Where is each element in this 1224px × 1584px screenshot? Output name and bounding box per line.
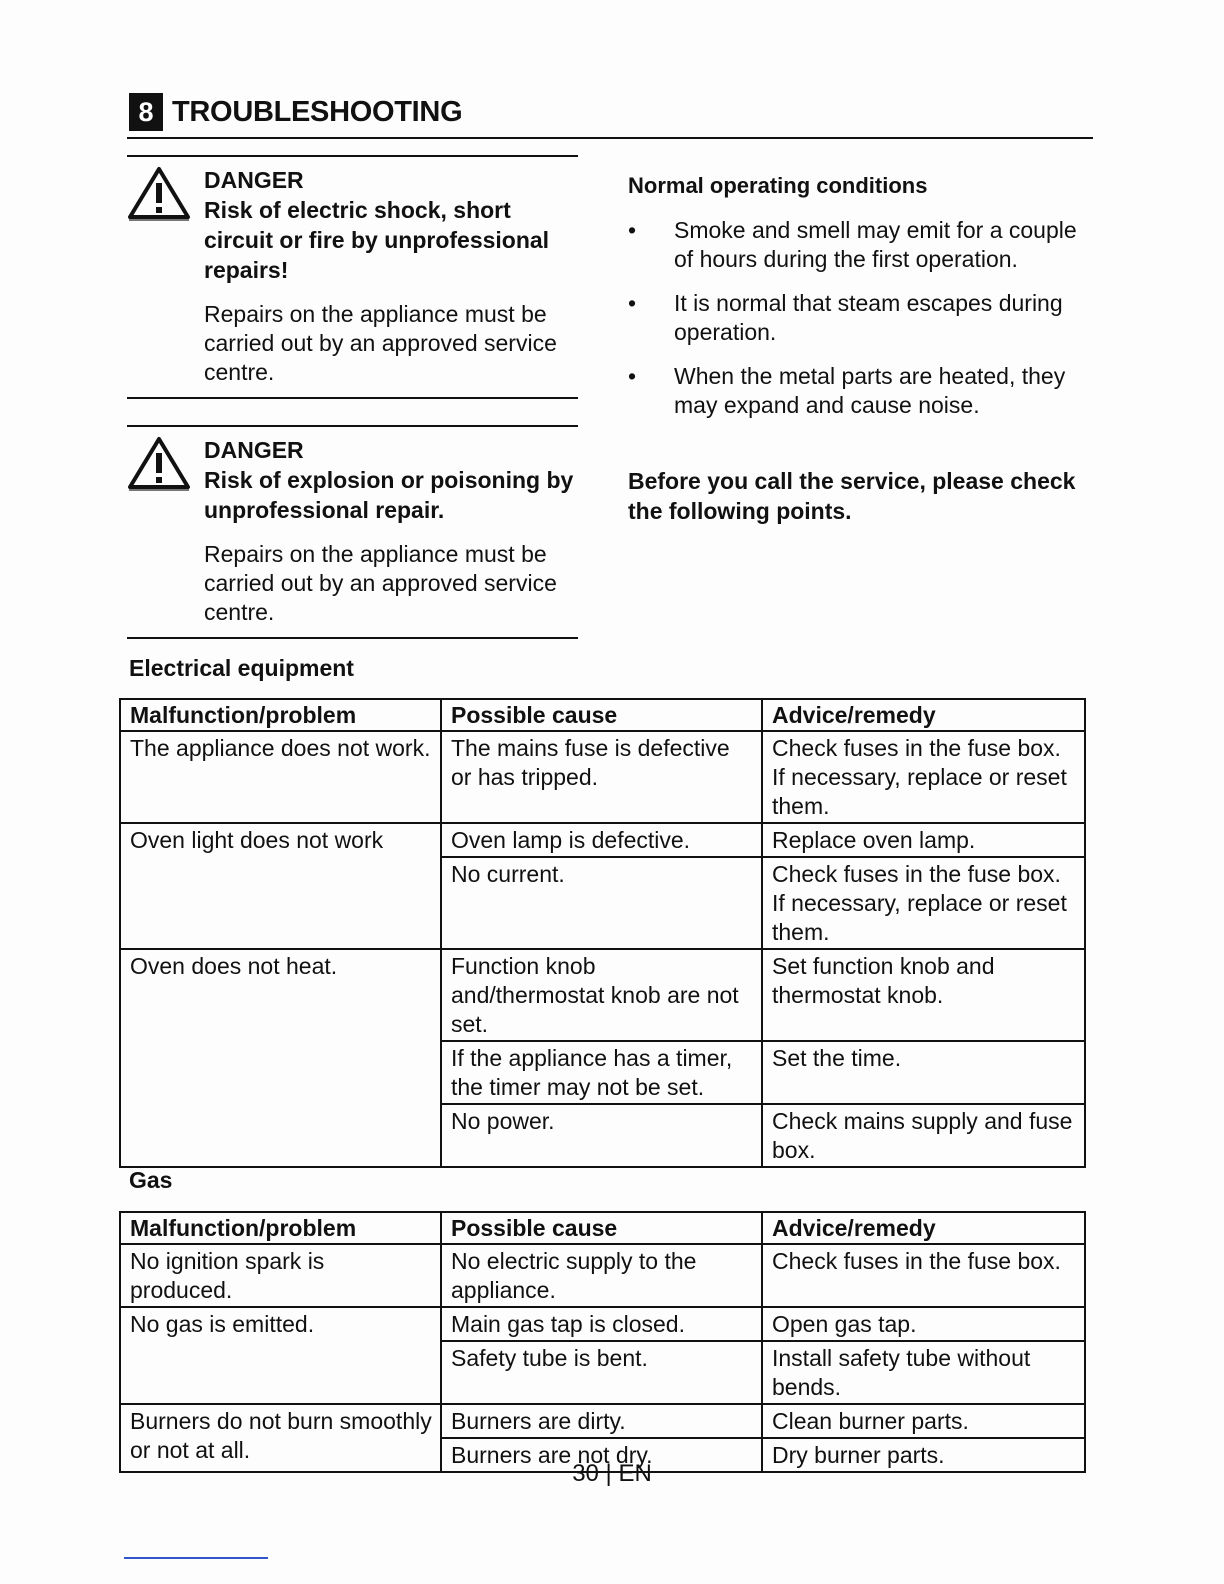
column-header: Advice/remedy bbox=[762, 1212, 1085, 1244]
footer-link-underline bbox=[124, 1557, 268, 1559]
remedy-cell: Check fuses in the fuse box. If necessary, replace or reset them. bbox=[762, 731, 1085, 823]
page-title: TROUBLESHOOTING bbox=[172, 96, 463, 128]
cause-cell: The mains fuse is defective or has tripped. bbox=[441, 731, 762, 823]
cause-cell: Burners are not dry. bbox=[441, 1438, 762, 1472]
list-item: • It is normal that steam escapes during operation. bbox=[628, 290, 1063, 345]
cause-cell: Function knob and/thermostat knob are not set. bbox=[441, 949, 762, 1041]
problem-cell: Oven light does not work bbox=[120, 823, 441, 949]
cause-cell: If the appliance has a timer, the timer may not be set. bbox=[441, 1041, 762, 1104]
remedy-cell: Replace oven lamp. bbox=[762, 823, 1085, 857]
cause-cell: Oven lamp is defective. bbox=[441, 823, 762, 857]
problem-cell: Burners do not burn smoothly or not at all. bbox=[120, 1404, 441, 1472]
header-divider bbox=[127, 137, 1093, 139]
table-row bbox=[120, 731, 1085, 823]
table-row bbox=[120, 1404, 1085, 1438]
column-header: Possible cause bbox=[441, 1212, 762, 1244]
gas-table bbox=[119, 1211, 1086, 1473]
before-service-note: Before you call the service, please check the following points. bbox=[628, 468, 1076, 524]
danger-body: Repairs on the appliance must be carried out by an approved service centre. bbox=[204, 541, 557, 625]
remedy-cell: Set function knob and thermostat knob. bbox=[762, 949, 1085, 1041]
table-header-row bbox=[120, 1212, 1085, 1244]
list-item: • When the metal parts are heated, they may expand and cause noise. bbox=[628, 363, 1066, 418]
cause-cell: Safety tube is bent. bbox=[441, 1341, 762, 1404]
table-row bbox=[120, 949, 1085, 1041]
normal-conditions-list bbox=[628, 216, 1088, 435]
remedy-cell: Check mains supply and fuse box. bbox=[762, 1104, 1085, 1167]
column-header: Advice/remedy bbox=[762, 699, 1085, 731]
problem-cell: The appliance does not work. bbox=[120, 731, 441, 823]
list-item: • Smoke and smell may emit for a couple of hours during the first operation. bbox=[628, 217, 1077, 272]
gas-heading: Gas bbox=[129, 1167, 173, 1193]
warning-triangle-icon bbox=[127, 165, 191, 223]
remedy-cell: Open gas tap. bbox=[762, 1307, 1085, 1341]
danger-notice-gas bbox=[127, 425, 578, 639]
warning-triangle-icon bbox=[127, 435, 191, 493]
column-header: Possible cause bbox=[441, 699, 762, 731]
remedy-cell: Dry burner parts. bbox=[762, 1438, 1085, 1472]
bullet-icon: • bbox=[628, 290, 637, 316]
danger-notice-electric bbox=[127, 155, 578, 399]
cause-cell: No power. bbox=[441, 1104, 762, 1167]
table-row bbox=[120, 1307, 1085, 1341]
table-row bbox=[120, 823, 1085, 857]
electrical-heading: Electrical equipment bbox=[129, 655, 354, 681]
column-header: Malfunction/problem bbox=[120, 699, 441, 731]
danger-body: Repairs on the appliance must be carried out by an approved service centre. bbox=[204, 301, 557, 385]
problem-cell: No ignition spark is produced. bbox=[120, 1244, 441, 1307]
column-header: Malfunction/problem bbox=[120, 1212, 441, 1244]
problem-cell: Oven does not heat. bbox=[120, 949, 441, 1167]
electrical-table bbox=[119, 698, 1086, 1168]
danger-title: DANGER bbox=[204, 167, 304, 193]
bullet-icon: • bbox=[628, 363, 637, 389]
section-number: 8 bbox=[129, 93, 163, 131]
remedy-cell: Clean burner parts. bbox=[762, 1404, 1085, 1438]
table-row bbox=[120, 1244, 1085, 1307]
cause-cell: No current. bbox=[441, 857, 762, 949]
normal-conditions-heading: Normal operating conditions bbox=[628, 173, 928, 198]
remedy-cell: Check fuses in the fuse box. bbox=[762, 1244, 1085, 1307]
remedy-cell: Set the time. bbox=[762, 1041, 1085, 1104]
cause-cell: Burners are dirty. bbox=[441, 1404, 762, 1438]
page-number: 30 | EN bbox=[572, 1460, 652, 1487]
danger-risk: Risk of explosion or poisoning by unprofessional repair. bbox=[204, 467, 574, 523]
table-header-row bbox=[120, 699, 1085, 731]
danger-risk: Risk of electric shock, short circuit or fire by unprofessional repairs! bbox=[204, 197, 550, 283]
problem-cell: No gas is emitted. bbox=[120, 1307, 441, 1404]
cause-cell: Main gas tap is closed. bbox=[441, 1307, 762, 1341]
danger-title: DANGER bbox=[204, 437, 304, 463]
cause-cell: No electric supply to the appliance. bbox=[441, 1244, 762, 1307]
remedy-cell: Install safety tube without bends. bbox=[762, 1341, 1085, 1404]
remedy-cell: Check fuses in the fuse box. If necessary, replace or reset them. bbox=[762, 857, 1085, 949]
bullet-icon: • bbox=[628, 217, 637, 243]
